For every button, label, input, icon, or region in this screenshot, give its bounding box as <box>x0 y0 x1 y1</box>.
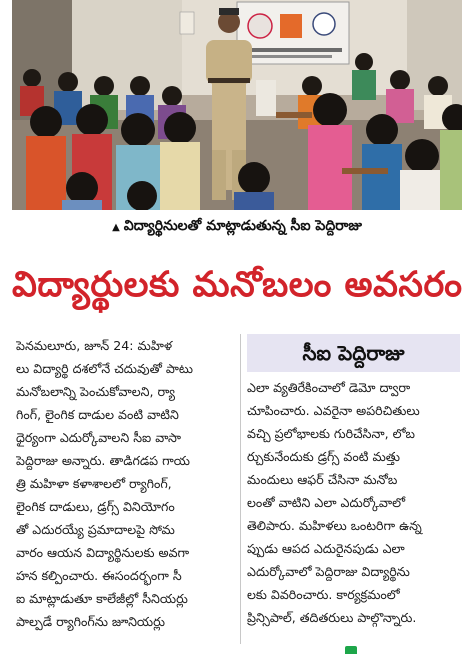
article-line: మందులు ఆఫర్ చేసినా మనోబ <box>247 472 398 487</box>
article-line: పాల్పడే ర్యాగింగ్‌ను జూనియర్లు <box>16 614 165 629</box>
article-line: హన కల్పించారు. ఈసందర్భంగా సీ <box>16 568 182 583</box>
article-line: త్రి మహిళా కళాశాలలో ర్యాగింగ్, <box>16 476 172 491</box>
news-photo <box>12 0 462 210</box>
caption-text: విద్యార్థినులతో మాట్లాడుతున్న సీఐ పెద్దిరాజు <box>123 218 362 234</box>
name-box: సీఐ పెద్దిరాజు <box>247 334 460 372</box>
article-line: లకు వివరించారు. కార్యక్రమంలో <box>247 587 400 602</box>
column-divider <box>240 334 241 644</box>
article-line: ప్పుడు ఆపద ఎదురైనపుడు ఎలా <box>247 541 405 556</box>
article-column-left <box>16 334 234 644</box>
headline: విద్యార్థులకు మనోబలం అవసరం <box>12 265 462 305</box>
article-line: చూపించారు. ఎవరైనా అపరిచితులు <box>247 403 420 418</box>
article-line: లు విద్యార్థి దశలోనే చదువుతో పాటు <box>16 361 193 376</box>
article-line: మనోబలాన్ని పెంచుకోవాలని, ర్యా <box>16 384 176 399</box>
article-line: ఐ మాట్లాడుతూ కాలేజీల్లో సీనియర్లు <box>16 591 188 606</box>
article-line: ప్రిన్సిపాల్, తదితరులు పాల్గొన్నారు. <box>247 610 417 625</box>
article-line: తో ఎదురయ్యే ప్రమాదాలపై సోమ <box>16 522 175 537</box>
photo-caption <box>12 214 462 238</box>
article-end-mark <box>345 646 357 654</box>
article-column-right <box>247 376 460 644</box>
article-line: గింగ్, లైంగిక దాడుల వంటి వాటిని <box>16 407 179 422</box>
article-line: పెద్దిరాజు అన్నారు. తాడిగడప గాయ <box>16 453 190 468</box>
caption-marker-icon: ▲ <box>112 222 120 233</box>
article-line: పెనమలూరు, జూన్ 24: మహిళ <box>16 338 173 353</box>
article-line: తెలిపారు. మహిళలు ఒంటరిగా ఉన్న <box>247 518 422 533</box>
classroom-photo <box>12 0 462 210</box>
article-line: వారం ఆయన విద్యార్థినులకు అవగా <box>16 545 190 560</box>
article-line: లైంగిక దాడులు, డ్రగ్స్ వినియోగం <box>16 499 175 514</box>
article-line: ఎదుర్కోవాలో పెద్దిరాజు విద్యార్థిను <box>247 564 410 579</box>
article-line: ర్చుకునేందుకు డ్రగ్స్ వంటి మత్తు <box>247 449 400 464</box>
article-line: వచ్చి ప్రలోభాలకు గురిచేసినా, లోబ <box>247 426 416 441</box>
article-line: లంతో వాటిని ఎలా ఎదుర్కోవాలో <box>247 495 406 510</box>
article-line: ఎలా వ్యతిరేకించాలో డెమో ద్వారా <box>247 380 411 395</box>
article-line: ధైర్యంగా ఎదుర్కోవాలని సీఐ వాసా <box>16 430 181 445</box>
